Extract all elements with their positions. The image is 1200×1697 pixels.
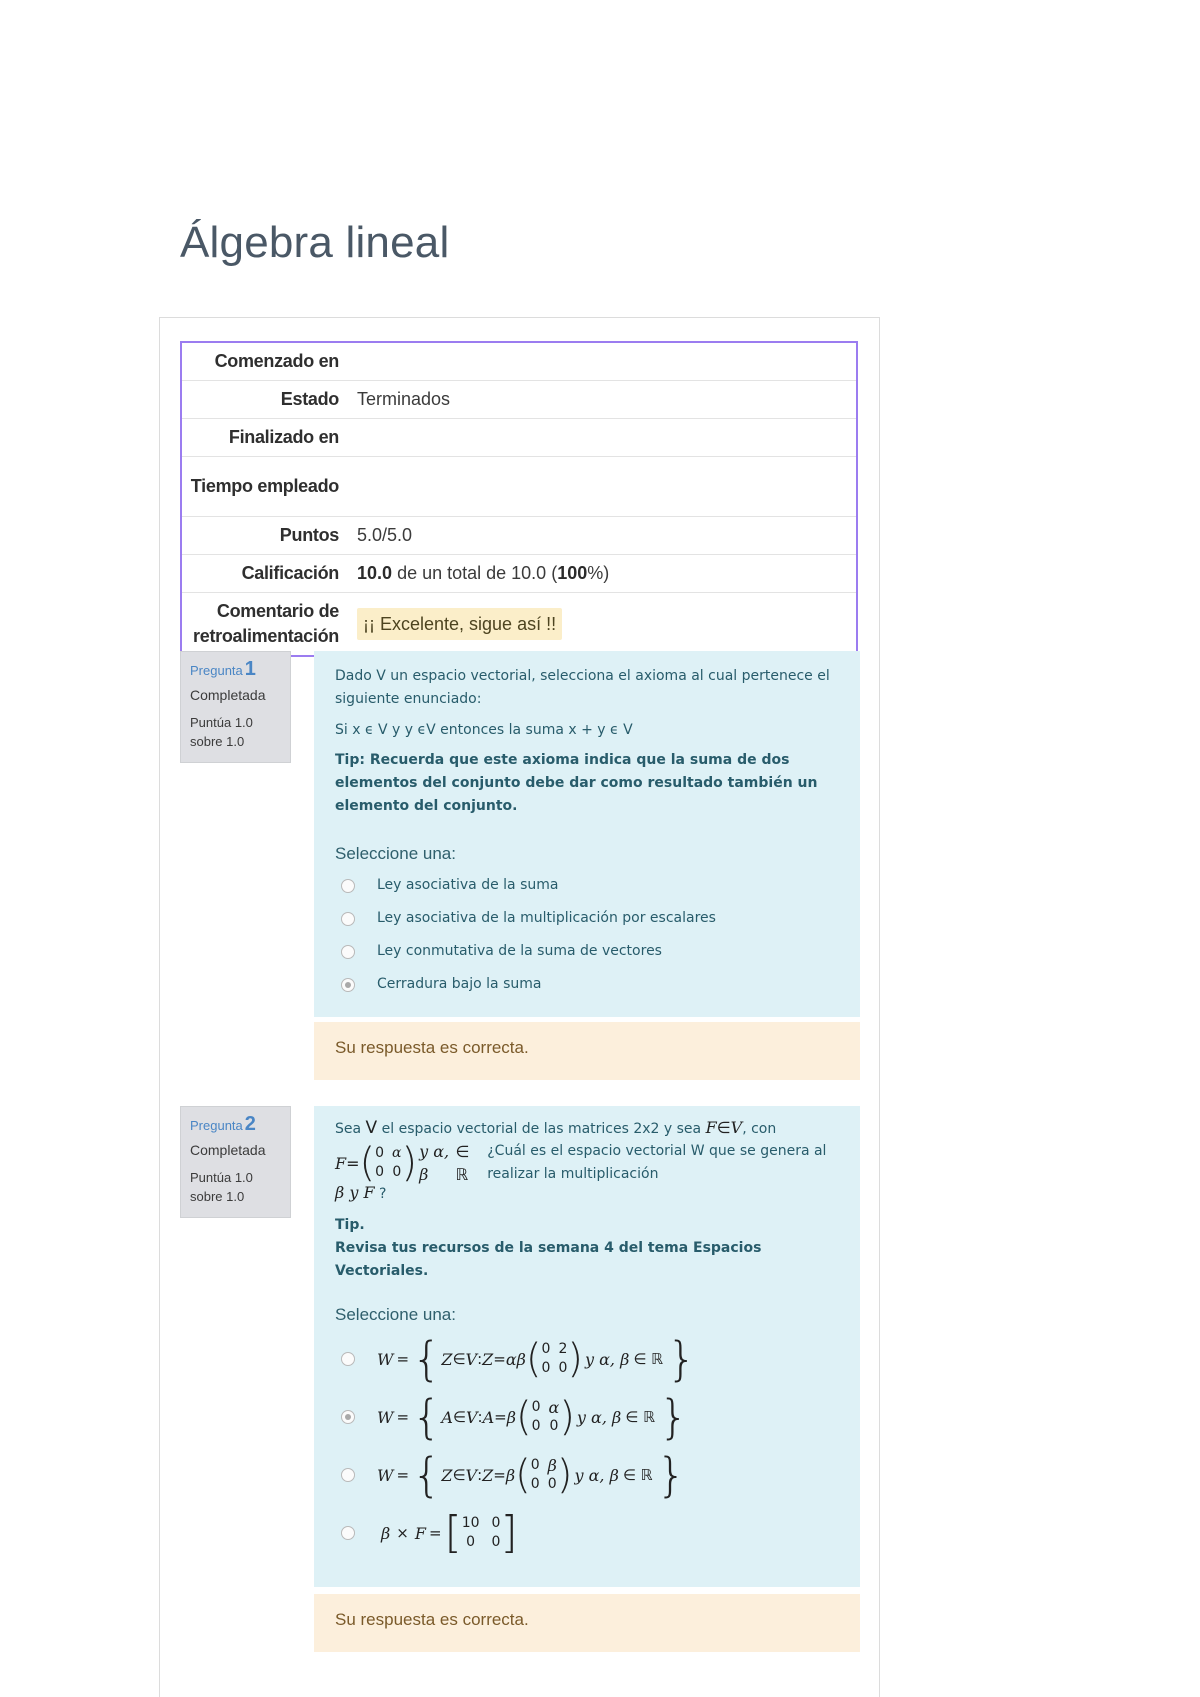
summary-row-feedback xyxy=(181,593,857,657)
question-text-part: el espacio vectorial de las matrices 2x2 y sea xyxy=(381,1121,702,1137)
matrix-F: ( 0 α 0 0 ) xyxy=(359,1140,418,1186)
question-label: Pregunta xyxy=(190,1118,243,1133)
grade-value xyxy=(353,555,857,593)
answer-option-label[interactable]: Ley conmutativa de la suma de vectores xyxy=(377,943,662,959)
answer-prompt: Seleccione una: xyxy=(335,1305,456,1324)
question-content-2 xyxy=(314,1106,860,1587)
question-info-2 xyxy=(180,1106,291,1218)
question-label: Pregunta xyxy=(190,663,243,678)
question-number xyxy=(190,658,281,681)
question-text: Sea V el espacio vectorial de las matrices 2x2 y sea F∈V, con xyxy=(335,1118,777,1138)
answer-option-label[interactable]: Ley asociativa de la multiplicación por escalares xyxy=(377,910,716,926)
answer-outcome-1: Su respuesta es correcta. xyxy=(314,1022,860,1080)
summary-label: Comenzado en xyxy=(181,342,353,381)
matrix-definition: F = ( 0 α 0 0 ) y α, β ∈ ℝ ¿Cuál es el espacio vectorial W que se genera al realizar la multiplicación xyxy=(335,1141,840,1185)
radio-button[interactable] xyxy=(341,1468,355,1482)
page-title: Álgebra lineal xyxy=(180,218,450,267)
summary-label: Finalizado en xyxy=(181,419,353,457)
summary-label: Calificación xyxy=(181,555,353,593)
grade-text: de un total de 10.0 ( xyxy=(397,563,558,583)
question-text-part: , con xyxy=(742,1121,777,1137)
answer-option[interactable] xyxy=(335,869,840,902)
summary-value xyxy=(353,419,857,457)
question-state: Completada xyxy=(190,1142,266,1158)
summary-value xyxy=(353,593,857,657)
summary-value xyxy=(353,342,857,381)
grade-percent: 100 xyxy=(557,563,588,583)
answer-option[interactable]: β × F = [ 10 0 0 0 ] xyxy=(335,1504,840,1562)
question-statement: Si x ϵ V y y ϵV entonces la suma x + y ϵ V xyxy=(335,722,633,738)
question-grade: Puntúa 1.0 sobre 1.0 xyxy=(190,715,253,749)
answer-option-label[interactable]: Cerradura bajo la suma xyxy=(377,976,542,992)
summary-row-points xyxy=(181,517,857,555)
answer-option[interactable] xyxy=(335,968,840,1001)
question-number xyxy=(190,1113,281,1136)
grade-score: 10.0 xyxy=(357,563,393,583)
radio-button[interactable] xyxy=(341,1352,355,1366)
answer-prompt: Seleccione una: xyxy=(335,844,456,863)
radio-button[interactable] xyxy=(341,1526,355,1540)
answer-option[interactable]: W = { Z ∈ V : Z = β ( 0 β 0 0 ) y α, β ∈ ℝ } xyxy=(335,1446,840,1504)
radio-button-selected[interactable] xyxy=(341,1410,355,1424)
question-tip: Tip: Recuerda que este axioma indica que la suma de dos elementos del conjunto debe dar como resultado también un elemento del conjunto. xyxy=(335,752,818,814)
answer-option[interactable]: W = { Z ∈ V : Z = αβ ( 0 2 0 0 ) y α, β ∈ ℝ } xyxy=(335,1330,840,1388)
question-text-part: Sea xyxy=(335,1121,362,1137)
summary-value: 5.0/5.0 xyxy=(353,517,857,555)
summary-row-finished xyxy=(181,419,857,457)
answer-outcome-2: Su respuesta es correcta. xyxy=(314,1594,860,1652)
question-text-part: ¿Cuál es el espacio vectorial W que se genera al realizar la multiplicación xyxy=(487,1143,827,1182)
summary-row-state xyxy=(181,381,857,419)
grade-text-end: %) xyxy=(587,563,610,583)
feedback-badge: ¡¡ Excelente, sigue así !! xyxy=(357,608,562,640)
question-content-1 xyxy=(314,651,860,1017)
answer-option-label[interactable]: Ley asociativa de la suma xyxy=(377,877,559,893)
answer-option[interactable] xyxy=(335,935,840,968)
radio-button[interactable] xyxy=(341,912,355,926)
radio-button[interactable] xyxy=(341,879,355,893)
question-state: Completada xyxy=(190,687,266,703)
summary-label: Tiempo empleado xyxy=(181,457,353,517)
question-info-1 xyxy=(180,651,291,763)
question-text-line: β y F ? xyxy=(335,1183,387,1202)
answer-option[interactable] xyxy=(335,902,840,935)
question-text-part: ? xyxy=(379,1186,387,1202)
summary-row-started xyxy=(181,342,857,381)
answer-option[interactable]: W = { A ∈ V : A = β ( 0 α 0 0 ) y α, β ∈ ℝ } xyxy=(335,1388,840,1446)
summary-label: Puntos xyxy=(181,517,353,555)
summary-value xyxy=(353,457,857,517)
radio-button-selected[interactable] xyxy=(341,978,355,992)
summary-label: Estado xyxy=(181,381,353,419)
summary-row-grade xyxy=(181,555,857,593)
summary-row-time xyxy=(181,457,857,517)
question-number-value: 2 xyxy=(244,1113,256,1135)
question-number-value: 1 xyxy=(244,658,256,680)
question-grade: Puntúa 1.0 sobre 1.0 xyxy=(190,1170,253,1204)
radio-button[interactable] xyxy=(341,945,355,959)
question-tip-heading: Tip. xyxy=(335,1217,365,1233)
question-tip: Revisa tus recursos de la semana 4 del tema Espacios Vectoriales. xyxy=(335,1240,762,1279)
question-text: Dado V un espacio vectorial, selecciona el axioma al cual pertenece el siguiente enunciado: xyxy=(335,668,830,707)
summary-label: Comentario de retroalimentación xyxy=(193,601,339,646)
summary-value: Terminados xyxy=(353,381,857,419)
attempt-summary-table xyxy=(180,341,858,657)
